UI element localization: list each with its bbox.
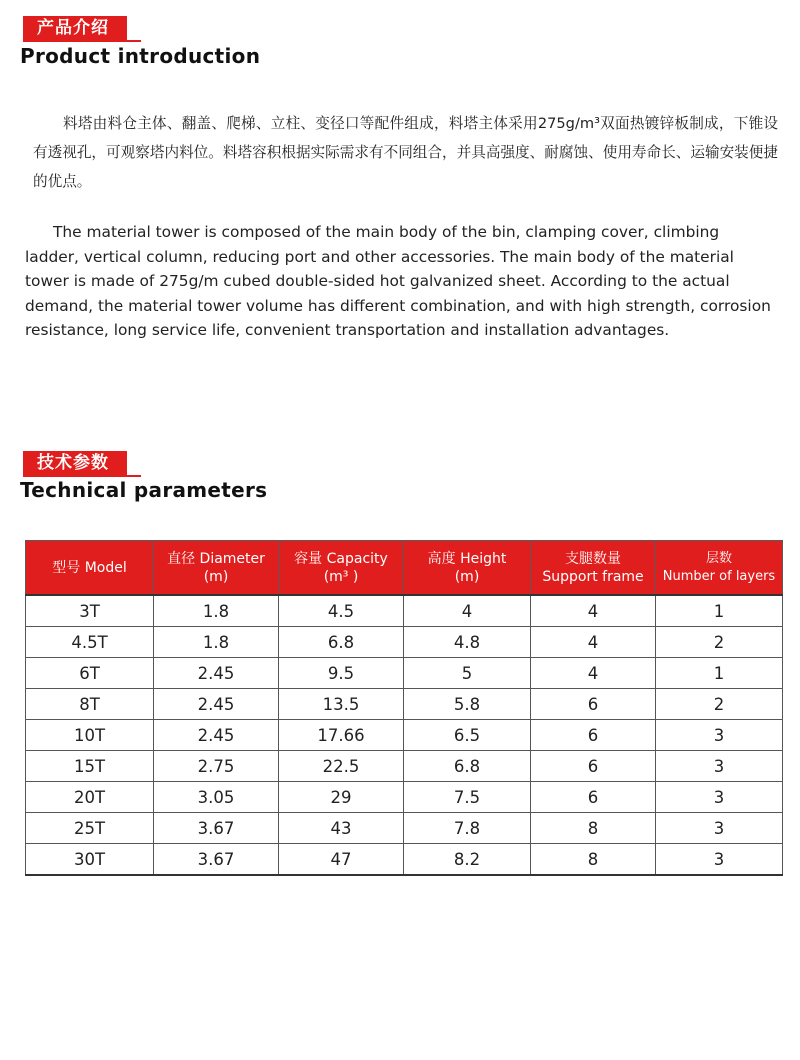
table-row bbox=[26, 689, 783, 720]
cell-layers: 3 bbox=[656, 751, 783, 782]
cell-model: 20T bbox=[26, 782, 154, 813]
cell-support-frame: 8 bbox=[531, 813, 656, 844]
cell-diameter: 3.67 bbox=[154, 813, 279, 844]
cell-height: 7.5 bbox=[404, 782, 531, 813]
table-row bbox=[26, 844, 783, 876]
cell-height: 6.8 bbox=[404, 751, 531, 782]
cell-layers: 2 bbox=[656, 689, 783, 720]
cell-height: 7.8 bbox=[404, 813, 531, 844]
cell-capacity: 17.66 bbox=[279, 720, 404, 751]
cell-model: 8T bbox=[26, 689, 154, 720]
intro-tag-underline bbox=[23, 40, 141, 42]
cell-support-frame: 4 bbox=[531, 595, 656, 627]
cell-layers: 3 bbox=[656, 720, 783, 751]
cell-height: 4 bbox=[404, 595, 531, 627]
cell-support-frame: 6 bbox=[531, 689, 656, 720]
intro-heading: Product introduction bbox=[20, 44, 261, 68]
cell-height: 6.5 bbox=[404, 720, 531, 751]
cell-layers: 1 bbox=[656, 595, 783, 627]
intro-paragraph-english: The material tower is composed of the main body of the bin, clamping cover, climbing ladder, vertical column, reducing port and other accessories. The main body of the material tower is made of 275g/m cubed double-sided hot galvanized sheet. According to the actual demand, the material tower volume has different combination, and with high strength, corrosion resistance, long service life, convenient transportation and installation advantages. bbox=[25, 223, 771, 340]
cell-capacity: 47 bbox=[279, 844, 404, 876]
cell-model: 30T bbox=[26, 844, 154, 876]
cell-diameter: 1.8 bbox=[154, 627, 279, 658]
cell-capacity: 13.5 bbox=[279, 689, 404, 720]
cell-model: 10T bbox=[26, 720, 154, 751]
cell-support-frame: 8 bbox=[531, 844, 656, 876]
cell-layers: 3 bbox=[656, 782, 783, 813]
cell-model: 3T bbox=[26, 595, 154, 627]
parameters-table bbox=[25, 540, 783, 876]
cell-diameter: 3.67 bbox=[154, 844, 279, 876]
cell-height: 5.8 bbox=[404, 689, 531, 720]
table-row bbox=[26, 658, 783, 689]
cell-capacity: 29 bbox=[279, 782, 404, 813]
cell-height: 8.2 bbox=[404, 844, 531, 876]
params-heading: Technical parameters bbox=[20, 478, 268, 502]
cell-diameter: 2.45 bbox=[154, 720, 279, 751]
cell-capacity: 22.5 bbox=[279, 751, 404, 782]
cell-model: 6T bbox=[26, 658, 154, 689]
cell-model: 15T bbox=[26, 751, 154, 782]
cell-layers: 2 bbox=[656, 627, 783, 658]
cell-diameter: 2.45 bbox=[154, 689, 279, 720]
table-row bbox=[26, 782, 783, 813]
cell-capacity: 6.8 bbox=[279, 627, 404, 658]
cell-support-frame: 6 bbox=[531, 782, 656, 813]
cell-diameter: 1.8 bbox=[154, 595, 279, 627]
cell-layers: 1 bbox=[656, 658, 783, 689]
cell-support-frame: 6 bbox=[531, 751, 656, 782]
cell-support-frame: 4 bbox=[531, 658, 656, 689]
table-row bbox=[26, 595, 783, 627]
params-section-tag: 技术参数 bbox=[23, 451, 127, 475]
intro-section-tag: 产品介绍 bbox=[23, 16, 127, 40]
cell-capacity: 43 bbox=[279, 813, 404, 844]
cell-capacity: 4.5 bbox=[279, 595, 404, 627]
table-header-row bbox=[26, 541, 783, 596]
header-height: 高度 Height (m) bbox=[404, 541, 531, 596]
cell-support-frame: 4 bbox=[531, 627, 656, 658]
table-row bbox=[26, 627, 783, 658]
table-row bbox=[26, 813, 783, 844]
header-support-frame: 支腿数量 Support frame bbox=[531, 541, 656, 596]
cell-height: 5 bbox=[404, 658, 531, 689]
header-model: 型号 Model bbox=[26, 541, 154, 596]
cell-layers: 3 bbox=[656, 813, 783, 844]
params-tag-underline bbox=[23, 475, 141, 477]
table-row bbox=[26, 720, 783, 751]
cell-diameter: 2.75 bbox=[154, 751, 279, 782]
header-diameter: 直径 Diameter (m) bbox=[154, 541, 279, 596]
cell-capacity: 9.5 bbox=[279, 658, 404, 689]
cell-diameter: 3.05 bbox=[154, 782, 279, 813]
intro-paragraph-chinese: 料塔由料仓主体、翻盖、爬梯、立柱、变径口等配件组成，料塔主体采用275g/m³双面热镀锌板制成，下锥设有透视孔，可观察塔内料位。料塔容积根据实际需求有不同组合，并具高强度、耐腐蚀、使用寿命长、运输安装便捷的优点。 bbox=[33, 115, 778, 190]
cell-support-frame: 6 bbox=[531, 720, 656, 751]
table-row bbox=[26, 751, 783, 782]
cell-model: 4.5T bbox=[26, 627, 154, 658]
cell-diameter: 2.45 bbox=[154, 658, 279, 689]
cell-model: 25T bbox=[26, 813, 154, 844]
header-capacity: 容量 Capacity (m³ ) bbox=[279, 541, 404, 596]
cell-height: 4.8 bbox=[404, 627, 531, 658]
cell-layers: 3 bbox=[656, 844, 783, 876]
header-layers: 层数 Number of layers bbox=[656, 541, 783, 596]
